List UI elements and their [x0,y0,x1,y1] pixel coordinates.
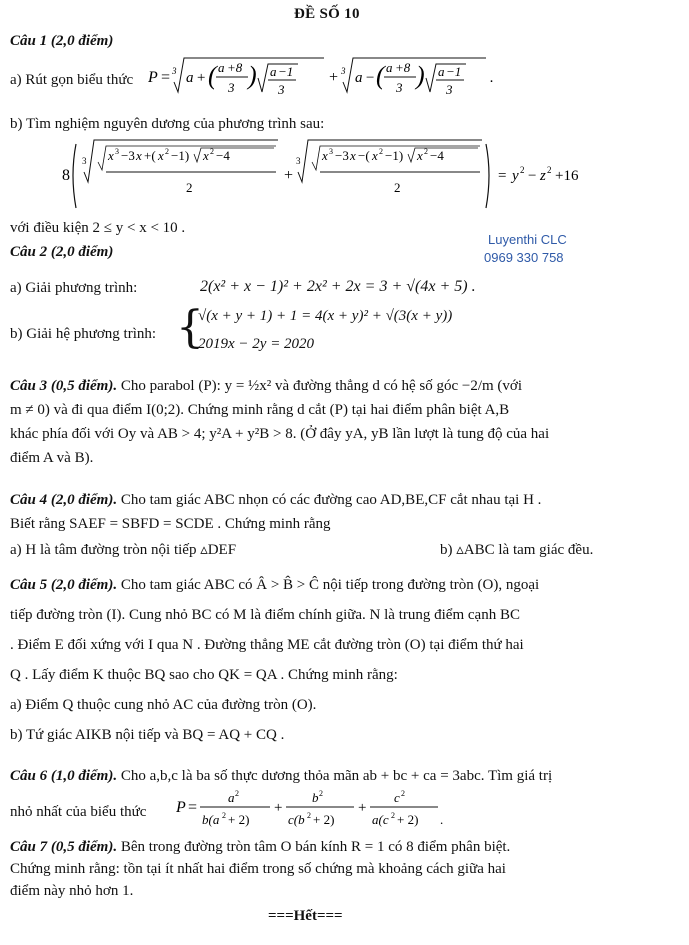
svg-text:+ 2): + 2) [313,812,335,827]
q1-heading: Câu 1 (2,0 điểm) [10,33,114,49]
end-marker: ===Hết=== [268,908,343,924]
svg-text:3: 3 [228,80,235,95]
q3-paragraph [10,374,680,470]
svg-text:+: + [284,167,294,184]
svg-text:−1): −1) [171,148,190,163]
svg-text:a(c: a(c [372,812,389,827]
q7-heading: Câu 7 (0,5 điểm). [10,839,118,855]
q1b-equation [62,138,602,217]
svg-text:2: 2 [186,180,193,195]
q4a: a) H là tâm đường tròn nội tiếp ▵DEF [10,542,237,558]
q4-paragraph [10,488,680,536]
q1a-formula-svg [148,52,508,104]
svg-text:3: 3 [115,147,119,156]
q5-text-2: tiếp đường tròn (I). Cung nhỏ BC có M là điểm chính giữa. N là trung điểm cạnh BC [10,607,520,623]
svg-text:x: x [322,148,328,163]
svg-text:2: 2 [394,180,401,195]
svg-text:+ 2): + 2) [397,812,419,827]
svg-text:8: 8 [62,167,70,184]
svg-text:x: x [417,148,423,163]
q1b-condition: với điều kiện 2 ≤ y < x < 10 . [10,220,186,236]
svg-text:3: 3 [278,82,285,97]
svg-text:a: a [355,70,363,86]
svg-text:y: y [512,168,519,184]
svg-text:x: x [372,148,378,163]
q6-formula [176,786,446,839]
q5-text-3: . Điểm E đối xứng với I qua N . Đường thẳng ME cắt đường tròn (O) tại điểm thứ hai [10,637,524,653]
svg-text:.: . [490,70,494,86]
svg-text:−(: −( [358,148,370,163]
svg-text:b: b [312,790,319,805]
svg-text:2: 2 [210,147,214,156]
svg-text:2: 2 [424,147,428,156]
svg-text:+(: +( [144,148,156,163]
q4-text-1: Cho tam giác ABC nhọn có các đường cao AD,BE,CF cắt nhau tại H . [120,492,542,508]
q2a-label: a) Giải phương trình: [10,280,138,296]
q5-text-1: Cho tam giác ABC có Â > B̂ > Ĉ nội tiếp trong đường tròn (O), ngoại [120,577,540,593]
svg-text:x: x [203,148,209,163]
svg-text:z: z [540,168,546,184]
svg-text:=: = [160,69,171,86]
svg-text:): ) [248,61,257,90]
svg-text:a: a [218,60,225,75]
q1a-label: a) Rút gọn biểu thức [10,72,134,88]
svg-text:3: 3 [446,82,453,97]
q2b-system-eq2: 2019x − 2y = 2020 [198,336,315,352]
q6-paragraph [10,764,680,788]
svg-text:c: c [394,790,400,805]
svg-text:−1: −1 [446,64,462,79]
svg-text:2: 2 [222,811,226,820]
svg-text:−: − [365,70,376,86]
q3-text-4: điểm A và B). [10,450,94,466]
q6-formula-svg [176,786,446,834]
q4-heading: Câu 4 (2,0 điểm). [10,492,118,508]
svg-text:2: 2 [547,165,552,175]
q2b-brace: { [176,302,204,353]
svg-text:(: ( [208,61,217,90]
svg-text:−3: −3 [121,148,135,163]
svg-text:2: 2 [307,811,311,820]
svg-text:2: 2 [165,147,169,156]
q2b-system-eq1: √(x + y + 1) + 1 = 4(x + y)² + √(3(x + y)) [198,308,453,324]
ad-name: Luyenthi CLC [488,232,567,247]
svg-text:.: . [440,812,444,827]
svg-text:a: a [186,70,194,86]
svg-text:3: 3 [296,156,301,166]
svg-text:P: P [176,799,186,816]
q7-text-2: Chứng minh rằng: tồn tại ít nhất hai điểm trong số chứng mà khoảng cách giữa hai [10,861,506,877]
q2-heading: Câu 2 (2,0 điểm) [10,244,114,260]
svg-text:2: 2 [391,811,395,820]
q5-paragraph [10,570,680,750]
page-title: ĐỀ SỐ 10 [294,6,360,22]
q6-heading: Câu 6 (1,0 điểm). [10,768,118,784]
q3-text-1: Cho parabol (P): y = ½x² và đường thẳng d có hệ số góc −2/m (với [120,378,523,394]
svg-text:+8: +8 [227,60,243,75]
ad-phone: 0969 330 758 [484,250,564,265]
svg-text:a: a [270,64,277,79]
q3-text-3: khác phía đối với Oy và AB > 4; y²A + y²B > 8. (Ở đây yA, yB lần lượt là tung độ của hai [10,426,550,442]
svg-text:−4: −4 [430,148,444,163]
svg-text:3: 3 [82,156,87,166]
q5-text-4: Q . Lấy điểm K thuộc BQ sao cho QK = QA . Chứng minh rằng: [10,667,398,683]
svg-text:x: x [350,148,356,163]
svg-text:x: x [158,148,164,163]
svg-text:2: 2 [235,789,239,798]
svg-text:−1): −1) [385,148,404,163]
q3-heading: Câu 3 (0,5 điểm). [10,378,118,394]
svg-text:+ 2): + 2) [228,812,250,827]
svg-text:3: 3 [341,66,346,76]
q7-text-3: điểm này nhỏ hơn 1. [10,883,134,899]
q4b: b) ▵ABC là tam giác đều. [440,542,594,558]
q5-heading: Câu 5 (2,0 điểm). [10,577,118,593]
svg-text:2: 2 [520,165,525,175]
svg-text:3: 3 [329,147,333,156]
svg-text:P: P [148,69,158,86]
svg-text:x: x [108,148,114,163]
q2b-label: b) Giải hệ phương trình: [10,326,157,342]
svg-text:a: a [386,60,393,75]
svg-text:−: − [528,168,537,184]
q7-paragraph [10,836,680,902]
q1a-formula [148,52,508,109]
svg-text:3: 3 [396,80,403,95]
svg-text:2: 2 [401,789,405,798]
q5b: b) Tứ giác AIKB nội tiếp và BQ = AQ + CQ . [10,727,285,743]
q6-text-1: Cho a,b,c là ba số thực dương thỏa mãn ab + bc + ca = 3abc. Tìm giá trị [120,768,553,784]
svg-text:=: = [188,799,198,816]
q7-text-1: Bên trong đường tròn tâm O bán kính R = 1 có 8 điểm phân biệt. [120,839,511,855]
svg-text:+: + [328,69,339,86]
svg-text:+8: +8 [395,60,411,75]
svg-text:+: + [358,800,367,816]
svg-text:2: 2 [319,789,323,798]
svg-text:a: a [438,64,445,79]
q5a: a) Điểm Q thuộc cung nhỏ AC của đường tròn (O). [10,697,317,713]
svg-text:c(b: c(b [288,812,305,827]
svg-text:3: 3 [172,66,177,76]
svg-text:+: + [196,70,207,86]
svg-text:+: + [274,800,283,816]
svg-text:−1: −1 [278,64,294,79]
svg-text:2: 2 [379,147,383,156]
svg-text:−4: −4 [216,148,230,163]
svg-text:x: x [136,148,142,163]
q6-text-2: nhỏ nhất của biểu thức [10,804,147,820]
q2a-equation: 2(x² + x − 1)² + 2x² + 2x = 3 + √(4x + 5) . [200,278,476,295]
svg-text:(: ( [376,61,385,90]
q4-text-2: Biết rằng SAEF = SBFD = SCDE . Chứng minh rằng [10,516,331,532]
svg-text:b(a: b(a [202,812,220,827]
q3-text-2: m ≠ 0) và đi qua điểm I(0;2). Chứng minh rằng d cắt (P) tại hai điểm phân biệt A,B [10,402,510,418]
svg-text:+16: +16 [555,168,579,184]
svg-text:−3: −3 [335,148,349,163]
svg-text:): ) [416,61,425,90]
svg-text:a: a [228,790,235,805]
q1b-label: b) Tìm nghiệm nguyên dương của phương trình sau: [10,116,325,132]
svg-text:=: = [498,168,507,184]
q1b-equation-svg [62,138,602,212]
